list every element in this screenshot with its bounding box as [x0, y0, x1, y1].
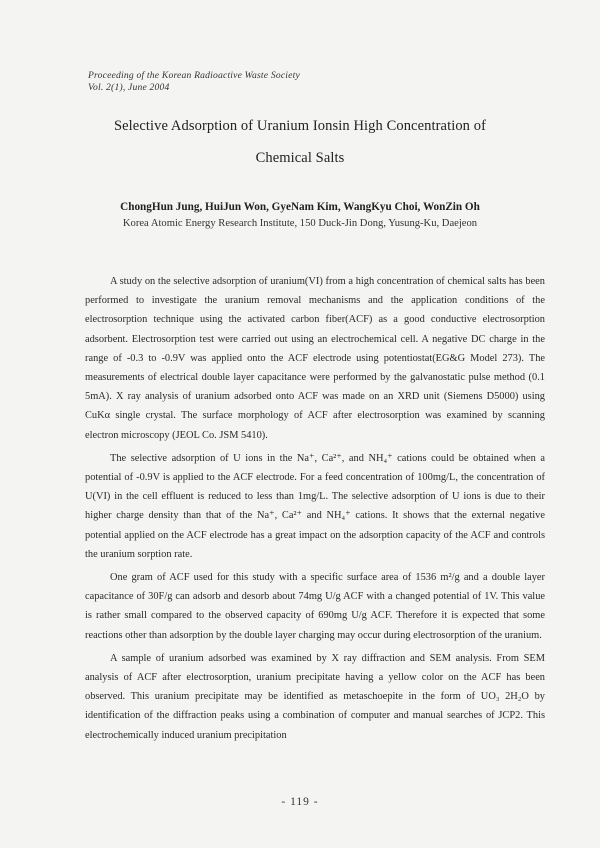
running-header — [88, 70, 300, 94]
paragraph-2: The selective adsorption of U ions in the Na⁺, Ca²⁺, and NH₄⁺ cations could be obtained when a potential of -0.9V is applied to the ACF electrode. For a feed concentration of 100mg/L, the concentration of U(VI) in the cell effluent is reduced to less than 1mg/L. The selective adsorption of U ions is due to their higher charge density than that of the Na⁺, Ca²⁺ and NH₄⁺ cations. It shows that the external negative potential applied on the ACF electrode has a great impact on the adsorption capacity of the ACF and controls the uranium sorption rate. — [85, 452, 545, 560]
paper-title-line-1: Selective Adsorption of Uranium Ionsin High Concentration of — [113, 118, 487, 134]
journal-volume: Vol. 2(1), June 2004 — [88, 82, 170, 93]
journal-name: Proceeding of the Korean Radioactive Waste Society — [88, 70, 300, 81]
page-number: - 119 - — [281, 796, 319, 808]
paper-title-line-2: Chemical Salts — [255, 150, 345, 166]
paragraph-1: A study on the selective adsorption of uranium(VI) from a high concentration of chemical salts has been performed to investigate the uranium removal mechanisms and the application conditions of the electrosorption technique using the activated carbon fiber(ACF) as a good conductive electrosorption adsorbent. Electrosorption test were carried out using an electrochemical cell. A negative DC charge in the range of -0.3 to -0.9V was applied onto the ACF electrode using potentiostat(EG&G Model 273). The measurements of electrical double layer capacitance were performed by the galvanostatic pulse method (0.1 5mA). X ray analysis of uranium adsorbed onto ACF was made on an XRD unit (Siemens D5000) using CuKα single crystal. The surface morphology of ACF after electrosorption was examined by scanning electron microscopy (JEOL Co. JSM 5410). — [85, 276, 545, 441]
paragraph-3: One gram of ACF used for this study with a specific surface area of 1536 m²/g and a double layer capacitance of 30F/g can adsorb and desorb about 74mg U/g ACF with a changed potential of 1V. This value is rather small compared to the observed capacity of 690mg U/g ACF. Therefore it is expected that some reactions other than adsorption by the double layer charging may occur during electrosorption of the uranium. — [85, 572, 545, 641]
abstract-body — [85, 272, 545, 749]
author-list: ChongHun Jung, HuiJun Won, GyeNam Kim, WangKyu Choi, WonZin Oh — [120, 201, 480, 213]
paragraph-4: A sample of uranium adsorbed was examined by X ray diffraction and SEM analysis. From SEM analysis of ACF after electrosorption, uranium precipitate having a yellow color on the ACF has been observed. This uranium precipitate may be identified as metaschoepite in the form of UO₃ 2H₂O by identification of the diffraction peaks using a combination of computer and manual searches of JCP2. This electrochemically induced uranium precipitation — [85, 652, 545, 741]
affiliation: Korea Atomic Energy Research Institute, 150 Duck-Jin Dong, Yusung-Ku, Daejeon — [122, 218, 478, 229]
